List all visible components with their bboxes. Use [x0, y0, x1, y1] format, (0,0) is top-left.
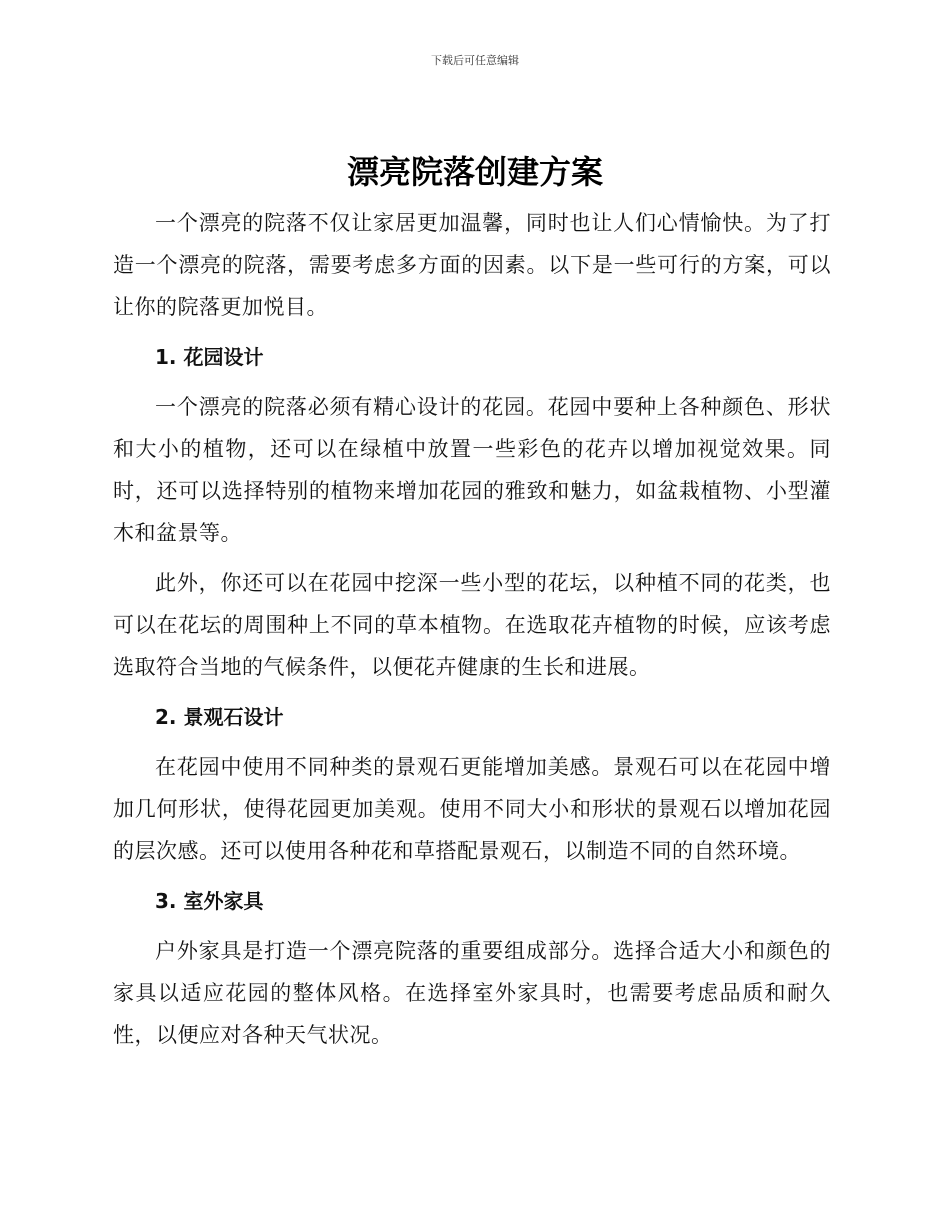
header-note: 下载后可任意编辑: [431, 54, 519, 67]
section-heading-outdoor-furniture: 3. 室外家具: [155, 889, 264, 913]
garden-design-paragraph-2: 此外，你还可以在花园中挖深一些小型的花坛，以种植不同的花类，也可以在花坛的周围种上不同的草本植物。在选取花卉植物的时候，应该考虑选取符合当地的气候条件，以便花卉健康的生长和进展。: [113, 571, 831, 679]
section-heading-garden-design: 1. 花园设计: [155, 345, 264, 369]
garden-design-paragraph-1: 一个漂亮的院落必须有精心设计的花园。花园中要种上各种颜色、形状和大小的植物，还可以在绿植中放置一些彩色的花卉以增加视觉效果。同时，还可以选择特别的植物来增加花园的雅致和魅力，如盆栽植物、小型灌木和盆景等。: [113, 395, 831, 545]
intro-paragraph: 一个漂亮的院落不仅让家居更加温馨，同时也让人们心情愉快。为了打造一个漂亮的院落，需要考虑多方面的因素。以下是一些可行的方案，可以让你的院落更加悦目。: [113, 211, 831, 319]
document-body: [113, 202, 831, 1064]
document-title: 漂亮院落创建方案: [346, 153, 603, 191]
section-heading-landscape-stone: 2. 景观石设计: [155, 705, 284, 729]
landscape-stone-paragraph: 在花园中使用不同种类的景观石更能增加美感。景观石可以在花园中增加几何形状，使得花园更加美观。使用不同大小和形状的景观石以增加花园的层次感。还可以使用各种花和草搭配景观石，以制造不同的自然环境。: [113, 755, 831, 863]
outdoor-furniture-paragraph: 户外家具是打造一个漂亮院落的重要组成部分。选择合适大小和颜色的家具以适应花园的整体风格。在选择室外家具时，也需要考虑品质和耐久性，以便应对各种天气状况。: [113, 939, 831, 1047]
